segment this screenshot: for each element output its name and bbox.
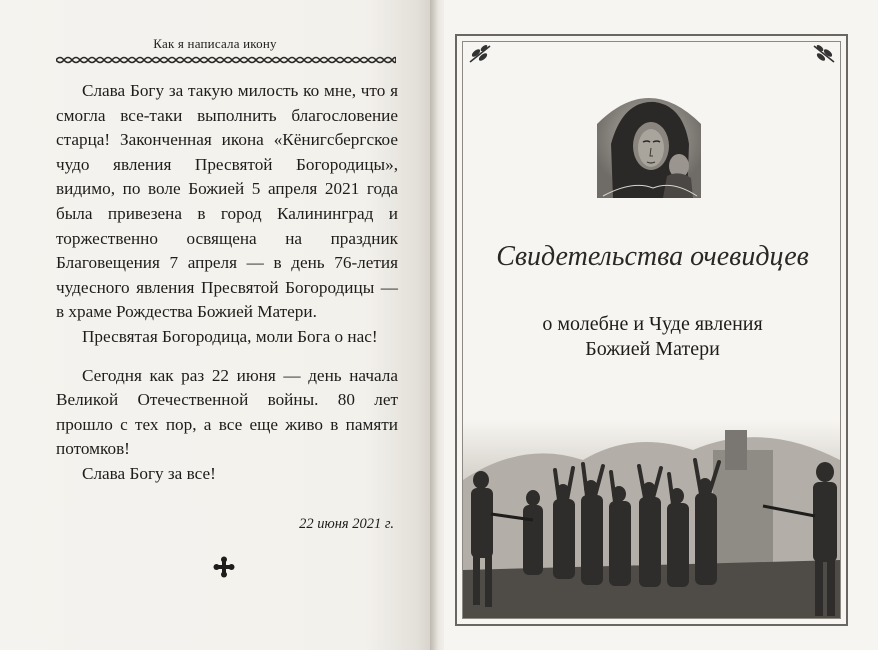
wave-rule-icon bbox=[56, 55, 396, 65]
paragraph: Сегодня как раз 22 июня — день начала Великой Отечественной войны. 80 лет прошло с тех пор, а все еще живо в памяти потомков! bbox=[56, 365, 398, 459]
running-head: Как я написала икону bbox=[153, 36, 277, 51]
historical-photo bbox=[463, 420, 840, 618]
subtitle-line: Божией Матери bbox=[585, 338, 720, 360]
paragraph: Пресвятая Богородица, моли Бога о нас! bbox=[82, 326, 378, 346]
paragraph: Слава Богу за такую милость ко мне, что я смогла все-таки выполнить благословение старца! Законченная икона «Кёнигсбергское чудо явления Пресвятой Богородицы», видимо, по воле Божией 5 апреля 2021 года была привезена в город Калининград и торжественно освящена на праздник Благовещения 7 апреля — в день 76-летия чудесного явления Пресвятой Богородицы — в храме Рождества Божией Матери. bbox=[56, 81, 398, 322]
body-text bbox=[56, 79, 398, 487]
book-gutter bbox=[430, 0, 444, 650]
theotokos-icon-image bbox=[593, 84, 705, 198]
section-subtitle bbox=[470, 312, 835, 362]
section-title: Свидетельства очевидцев bbox=[496, 241, 809, 272]
leaf-sprig-icon bbox=[808, 42, 838, 66]
subtitle-line: о молебне и Чуде явления bbox=[542, 313, 763, 335]
cross-ornament-icon bbox=[213, 556, 235, 578]
date-line: 22 июня 2021 г. bbox=[299, 516, 394, 532]
paragraph: Слава Богу за все! bbox=[82, 463, 216, 483]
leaf-sprig-icon bbox=[466, 42, 496, 66]
